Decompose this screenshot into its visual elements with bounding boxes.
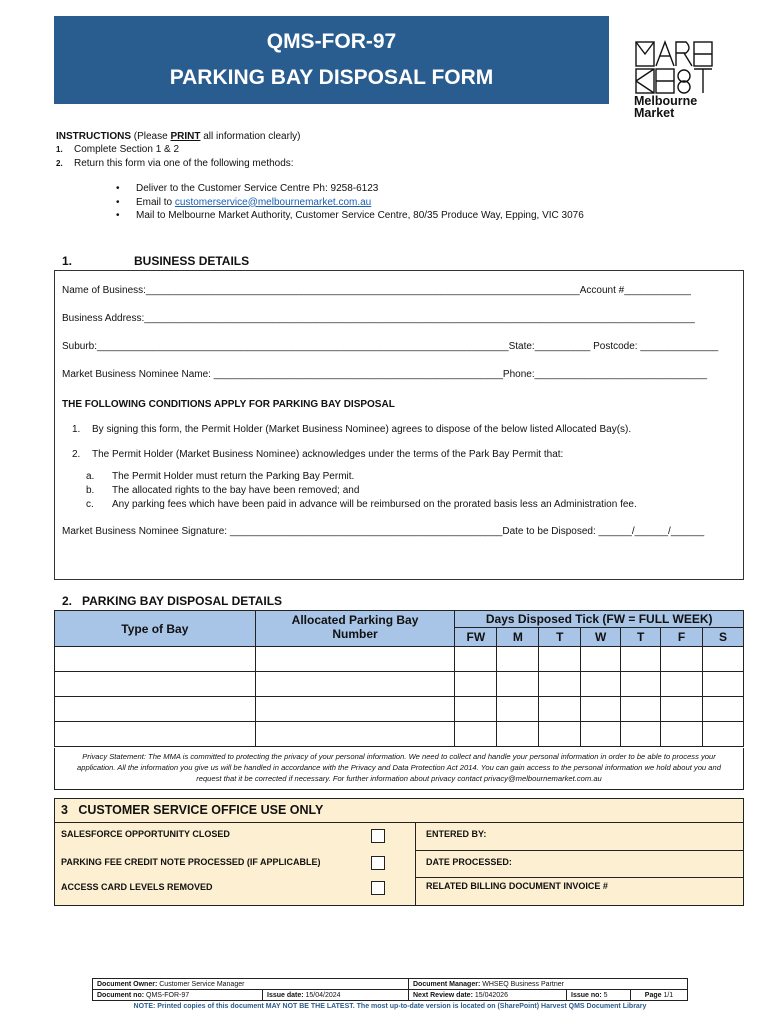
section2-heading: 2. PARKING BAY DISPOSAL DETAILS [62, 594, 283, 608]
table-row [55, 697, 744, 722]
logo-mark-icon [634, 40, 714, 95]
bay-table [54, 610, 744, 747]
form-title: PARKING BAY DISPOSAL FORM [169, 66, 494, 89]
conditions-heading: THE FOLLOWING CONDITIONS APPLY FOR PARKING BAY DISPOSAL [62, 399, 395, 410]
footer-note: NOTE: Printed copies of this document MAY NOT BE THE LATEST. The most up-to-date version is located on (SharePoint) Harvest QMS Document Library [133, 1003, 647, 1010]
nominee-field[interactable]: Market Business Nominee Name: ____________________________________________________Phone:_______________________________ [62, 369, 708, 380]
instructions-heading: INSTRUCTIONS (Please PRINT all information clearly) [56, 131, 301, 142]
instructions [56, 130, 716, 223]
instruction-step: 2. Return this form via one of the following methods: [56, 157, 294, 169]
col-day: M [497, 628, 539, 647]
form-code: QMS-FOR-97 [266, 30, 397, 53]
col-day: T [621, 628, 661, 647]
doc-owner: Document Owner: Customer Service Manager [93, 979, 409, 990]
email-link[interactable]: customerservice@melbournemarket.com.au [174, 196, 372, 208]
method-mail: • Mail to Melbourne Market Authority, Customer Service Centre, 80/35 Produce Way, Epping, VIC 3076 [116, 210, 584, 221]
table-row [55, 722, 744, 747]
access-card-checkbox[interactable] [371, 881, 385, 895]
sub-condition: a. The Permit Holder must return the Parking Bay Permit. [86, 471, 355, 482]
table-row [55, 647, 744, 672]
sub-condition: c. Any parking fees which have been paid in advance will be reimbursed on the prorated basis less an Administration fee. [86, 499, 637, 510]
page-number: Page 1/1 [631, 990, 688, 1001]
col-days-disposed: Days Disposed Tick (FW = FULL WEEK) [455, 611, 744, 628]
office-use-box [54, 798, 744, 906]
melbourne-market-logo [634, 40, 724, 124]
invoice-field[interactable]: RELATED BILLING DOCUMENT INVOICE # [426, 881, 608, 891]
col-allocated-bay: Allocated Parking Bay Number [255, 611, 455, 647]
table-row [55, 672, 744, 697]
col-day: T [539, 628, 581, 647]
suburb-field[interactable]: Suburb:__________________________________________________________________________State:__________ Postcode: ______________ [62, 341, 719, 352]
salesforce-checkbox[interactable] [371, 829, 385, 843]
logo-word-2: Market [634, 106, 675, 120]
col-day: FW [455, 628, 497, 647]
col-type-of-bay: Type of Bay [55, 611, 256, 647]
review-date: Next Review date: 15/042026 [409, 990, 567, 1001]
form-header [54, 16, 609, 104]
col-day: F [661, 628, 703, 647]
access-card-label: ACCESS CARD LEVELS REMOVED [61, 882, 213, 892]
method-deliver: • Deliver to the Customer Service Centre Ph: 9258-6123 [116, 183, 379, 194]
section3-heading: 3 CUSTOMER SERVICE OFFICE USE ONLY [55, 799, 743, 823]
doc-manager: Document Manager: WHSEQ Business Partner [409, 979, 688, 990]
credit-note-checkbox[interactable] [371, 856, 385, 870]
section1-heading: 1. BUSINESS DETAILS [62, 254, 250, 268]
instruction-step: 1. Complete Section 1 & 2 [56, 144, 180, 155]
col-day: S [703, 628, 744, 647]
privacy-statement: Privacy Statement: The MMA is committed to protecting the privacy of your personal information. We need to collect and handle your personal information in order to be able to process your application. All the information you give us will be handled in accordance with the Privacy and Data Protection Act 2014. You can gain access to the personal information we hold about you and request that it be corrected if necessary. For further information about privacy contact privacy@melbournemarket.com.au [54, 748, 744, 790]
col-day: W [581, 628, 621, 647]
method-email: • Email to customerservice@melbournemarket.com.au [116, 196, 372, 208]
condition-item: 2. The Permit Holder (Market Business Nominee) acknowledges under the terms of the Park Bay Permit that: [72, 449, 564, 460]
date-processed-field[interactable]: DATE PROCESSED: [416, 851, 743, 878]
entered-by-field[interactable]: ENTERED BY: [416, 823, 743, 851]
condition-item: 1. By signing this form, the Permit Holder (Market Business Nominee) agrees to dispose of the below listed Allocated Bay(s). [72, 424, 632, 435]
logo-word-1: Melbourne [634, 94, 698, 108]
credit-note-label: PARKING FEE CREDIT NOTE PROCESSED (IF APPLICABLE) [61, 857, 321, 867]
salesforce-label: SALESFORCE OPPORTUNITY CLOSED [61, 829, 230, 839]
document-control-table [92, 978, 688, 1001]
business-name-field[interactable]: Name of Business:______________________________________________________________________________Account #____________ [62, 285, 691, 296]
doc-number: Document no: QMS-FOR-97 [93, 990, 263, 1001]
business-address-field[interactable]: Business Address:___________________________________________________________________________________________________ [62, 313, 695, 324]
issue-number: Issue no: 5 [567, 990, 631, 1001]
issue-date: Issue date: 15/04/2024 [263, 990, 409, 1001]
business-details-box [54, 270, 744, 580]
sub-condition: b. The allocated rights to the bay have been removed; and [86, 485, 360, 496]
signature-field[interactable]: Market Business Nominee Signature: _________________________________________________Date to be Disposed: ______/______/______ [62, 526, 705, 537]
